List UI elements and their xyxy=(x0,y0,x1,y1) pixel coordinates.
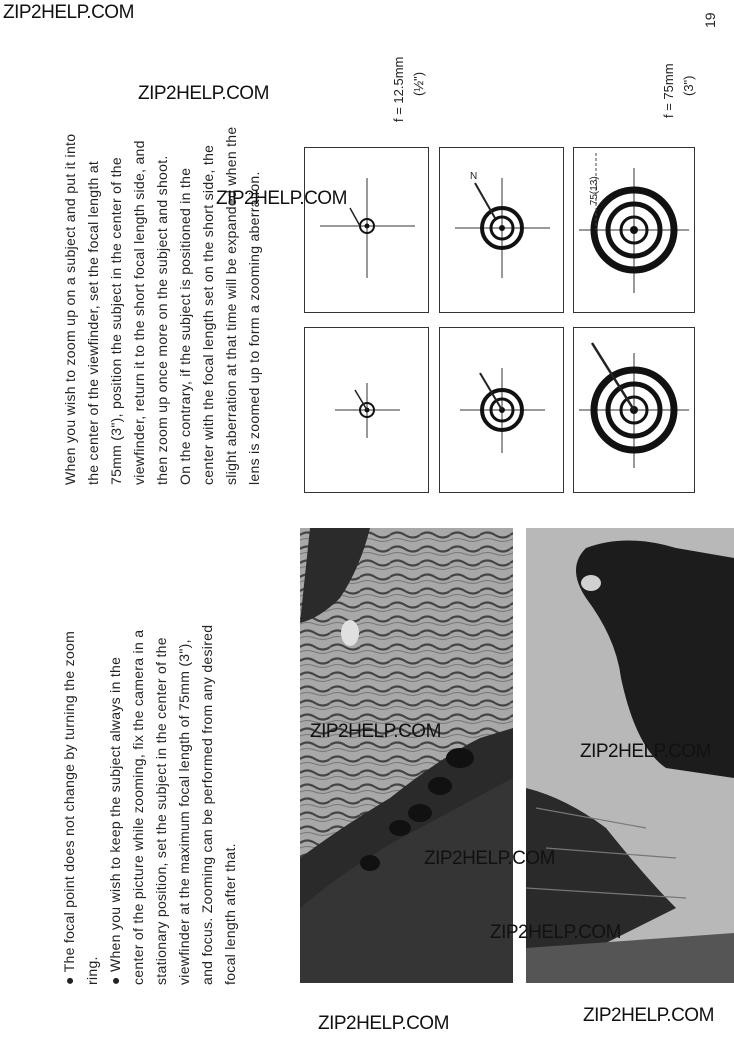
watermark: ZIP2HELP.COM xyxy=(490,922,621,943)
right-text-line: the center of the viewfinder, set the focal length at xyxy=(85,160,101,485)
watermark: ZIP2HELP.COM xyxy=(583,1005,714,1026)
right-text-line: On the contrary, if the subject is positioned in the xyxy=(177,167,193,485)
focal-label-short: f = 12.5mm xyxy=(391,56,406,122)
page-number: 19 xyxy=(702,12,718,28)
target-small-graphic xyxy=(305,328,428,492)
watermark: ZIP2HELP.COM xyxy=(580,741,711,762)
frame-mid-shifted xyxy=(439,147,564,313)
focal-label-long: f = 75mm xyxy=(661,63,676,118)
frame-long-centered xyxy=(573,327,695,493)
left-text-line: viewfinder at the maximum focal length of 75mm (3"), xyxy=(176,639,192,985)
frame-short-shifted xyxy=(304,147,429,313)
left-text-line: ring. xyxy=(84,956,100,985)
left-text-line: stationary position, set the subject in the center of the xyxy=(153,637,169,985)
left-text-line: and focus. Zooming can be performed from any desired xyxy=(199,624,215,985)
watermark: ZIP2HELP.COM xyxy=(216,188,347,209)
target-large-graphic xyxy=(574,328,694,492)
frame-short-small xyxy=(304,327,429,493)
watermark: ZIP2HELP.COM xyxy=(3,2,134,23)
watermark: ZIP2HELP.COM xyxy=(424,848,555,869)
focal-label-short-inch: (½") xyxy=(411,71,426,96)
left-text-line: ● The focal point does not change by turning the zoom xyxy=(61,630,77,985)
watermark: ZIP2HELP.COM xyxy=(318,1013,449,1034)
right-text-line: viewfinder, return it to the short focal length side, and xyxy=(131,140,147,485)
photo-birds-on-shore xyxy=(300,528,513,983)
right-text-line: slight aberration at that time will be expanded when the xyxy=(223,126,239,485)
left-text-column xyxy=(58,625,242,985)
right-text-line: then zoom up once more on the subject and shoot. xyxy=(154,155,170,485)
arrow-marking: N xyxy=(470,171,478,182)
frame-long-shifted xyxy=(573,147,695,313)
frame-annotation: ← 75(13) xyxy=(589,176,600,218)
focal-label-long-inch: (3") xyxy=(681,75,696,96)
left-text-line: focal length after that. xyxy=(222,843,238,985)
right-text-column xyxy=(59,127,266,485)
left-text-line: center of the picture while zooming, fix the camera in a xyxy=(130,629,146,985)
right-text-line: 75mm (3"), position the subject in the center of the xyxy=(108,157,124,485)
target-large-shifted-graphic xyxy=(574,148,694,312)
watermark: ZIP2HELP.COM xyxy=(138,83,269,104)
target-mid-graphic xyxy=(440,328,563,492)
watermark: ZIP2HELP.COM xyxy=(310,721,441,742)
right-text-line: center with the focal length set on the short side, the xyxy=(200,144,216,485)
target-shifted-graphic xyxy=(305,148,428,312)
left-text-line: ● When you wish to keep the subject always in the xyxy=(107,656,123,985)
frame-mid-centered xyxy=(439,327,564,493)
target-mid-shifted-graphic xyxy=(440,148,563,312)
right-text-line: lens is zoomed up to form a zooming aberration. xyxy=(246,171,262,485)
right-text-line: When you wish to zoom up on a subject and put it into xyxy=(62,133,78,485)
photo-birds-graphic xyxy=(300,528,513,983)
